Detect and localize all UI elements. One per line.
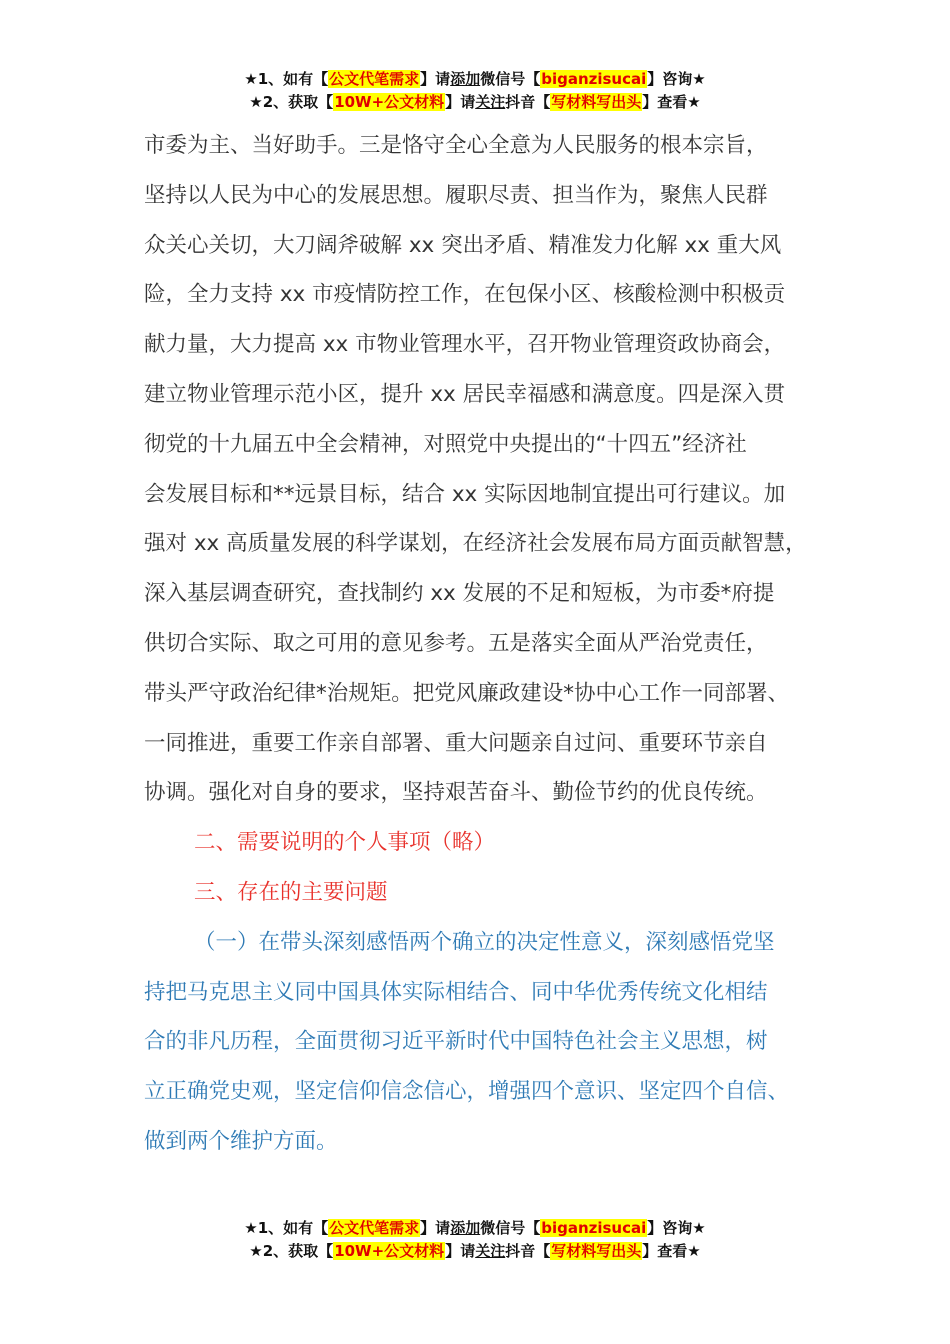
- banner-highlight: 10W+公文材料: [334, 93, 445, 111]
- banner-highlight: 公文代笔需求: [329, 1219, 420, 1237]
- banner-text: 】查看★: [642, 1242, 701, 1260]
- banner-text: 】请: [445, 93, 476, 111]
- banner-text: 微信号【: [480, 70, 541, 88]
- banner-line-2: [0, 91, 950, 114]
- banner-underline-text: 添加: [450, 1219, 481, 1237]
- subsection-line: 做到两个维护方面。: [144, 1128, 338, 1154]
- banner-underline-text: 关注: [475, 1242, 506, 1260]
- banner-text: ★1、如有【: [244, 1219, 329, 1237]
- body-line: 险，全力支持 xx 市疫情防控工作，在包保小区、核酸检测中积极贡: [144, 282, 786, 308]
- body-line: 市委为主、当好助手。三是恪守全心全意为人民服务的根本宗旨，: [144, 133, 768, 158]
- banner-highlight: 10W+公文材料: [334, 1242, 445, 1260]
- subsection-line: 合的非凡历程，全面贯彻习近平新时代中国特色社会主义思想，树: [144, 1029, 768, 1055]
- banner-line-1: [0, 1217, 950, 1240]
- body-line: 献力量，大力提高 xx 市物业管理水平，召开物业管理资政协商会，: [144, 332, 786, 358]
- banner-text: 抖音【: [505, 1242, 551, 1260]
- body-line: 众关心关切，大刀阔斧破解 xx 突出矛盾、精准发力化解 xx 重大风: [144, 232, 782, 258]
- footer-banner: [0, 1217, 950, 1263]
- body-line: 会发展目标和**远景目标，结合 xx 实际因地制宜提出可行建议。加: [144, 481, 786, 507]
- document-body: [144, 121, 844, 1167]
- subsection-line: 立正确党史观，坚定信仰信念信心，增强四个意识、坚定四个自信、: [144, 1079, 790, 1105]
- banner-text: 】查看★: [642, 93, 701, 111]
- banner-highlight: 公文代笔需求: [329, 70, 420, 88]
- banner-highlight: biganzisucai: [541, 1219, 647, 1237]
- banner-highlight: 写材料写出头: [551, 93, 642, 111]
- banner-text: 微信号【: [480, 1219, 541, 1237]
- banner-text: 】请: [445, 1242, 476, 1260]
- banner-text: ★2、获取【: [249, 93, 334, 111]
- body-line: 坚持以人民为中心的发展思想。履职尽责、担当作为，聚焦人民群: [144, 182, 768, 208]
- body-line: 带头严守政治纪律*治规矩。把党风廉政建设*协中心工作一同部署、: [144, 680, 790, 706]
- section-heading-2: 二、需要说明的个人事项（略）: [194, 830, 496, 856]
- banner-text: 】请: [420, 1219, 451, 1237]
- banner-line-2: [0, 1240, 950, 1263]
- body-line: 建立物业管理示范小区，提升 xx 居民幸福感和满意度。四是深入贯: [144, 381, 786, 407]
- header-banner: [0, 68, 950, 114]
- banner-highlight: biganzisucai: [541, 70, 647, 88]
- banner-line-1: [0, 68, 950, 91]
- banner-underline-text: 关注: [475, 93, 506, 111]
- subsection-line: （一）在带头深刻感悟两个确立的决定性意义，深刻感悟党坚: [194, 929, 775, 955]
- section-heading-3: 三、存在的主要问题: [194, 879, 388, 905]
- body-line: 供切合实际、取之可用的意见参考。五是落实全面从严治党责任，: [144, 630, 768, 656]
- banner-text: 】咨询★: [647, 70, 706, 88]
- body-line: 一同推进，重要工作亲自部署、重大问题亲自过问、重要环节亲自: [144, 730, 768, 756]
- banner-text: ★2、获取【: [249, 1242, 334, 1260]
- banner-underline-text: 添加: [450, 70, 481, 88]
- body-line: 强对 xx 高质量发展的科学谋划，在经济社会发展布局方面贡献智慧，: [144, 531, 807, 557]
- body-line: 彻党的十九届五中全会精神，对照党中央提出的“十四五”经济社: [144, 431, 747, 457]
- banner-text: ★1、如有【: [244, 70, 329, 88]
- banner-highlight: 写材料写出头: [551, 1242, 642, 1260]
- banner-text: 】请: [420, 70, 451, 88]
- body-line: 深入基层调查研究，查找制约 xx 发展的不足和短板，为市委*府提: [144, 581, 775, 607]
- body-line: 协调。强化对自身的要求，坚持艰苦奋斗、勤俭节约的优良传统。: [144, 780, 768, 806]
- banner-text: 抖音【: [505, 93, 551, 111]
- subsection-line: 持把马克思主义同中国具体实际相结合、同中华优秀传统文化相结: [144, 979, 768, 1005]
- banner-text: 】咨询★: [647, 1219, 706, 1237]
